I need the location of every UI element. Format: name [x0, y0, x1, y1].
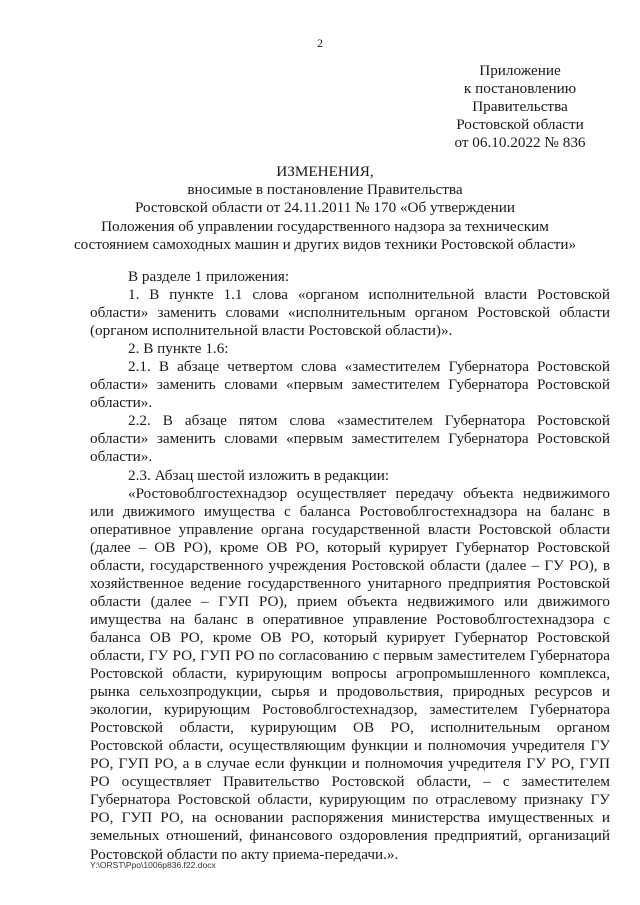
document-title: [60, 163, 590, 254]
paragraph-quoted-text: «Ростовоблгостехнадзор осуществляет передачу объекта недвижимого или движимого имущества с баланса Ростовоблгостехнадзора на баланс в оперативное управление органа государственной власти Ростовской области (далее – ОВ РО), кроме ОВ РО, который курирует Губернатор Ростовской области, государственного учреждения Ростовской области (далее – ГУ РО), в хозяйственное ведение государственного унитарного предприятия Ростовской области (далее – ГУП РО), прием объекта недвижимого или движимого имущества на баланс в оперативное управление Ростовоблгостехнадзора с баланса ОВ РО, кроме ОВ РО, который курирует Губернатор Ростовской области, ГУ РО, ГУП РО по согласованию с первым заместителем Губернатора Ростовской области, курирующим вопросы агропромышленного комплекса, рынка сельхозпродукции, сырья и продовольствия, природных ресурсов и экологии, курирующим Ростовоблгостехнадзор, заместителем Губернатора Ростовской области, курирующим ОВ РО, исполнительным органом Ростовской области, осуществляющим функции и полномочия учредителя ГУ РО, ГУП РО, а в случае если функции и полномочия учредителя ГУ РО, ГУП РО осуществляет Правительство Ростовской области, – с заместителем Губернатора Ростовской области, курирующим по отраслевому признаку ГУ РО, ГУП РО, на основании распоряжения министерства имущественных и земельных отношений, финансового оздоровления предприятий, организаций Ростовской области по акту приема-передачи.».: [90, 484, 610, 863]
appendix-line: к постановлению: [463, 80, 577, 97]
paragraph-item-1: 1. В пункте 1.1 слова «органом исполнительной власти Ростовской области» заменить словами «исполнительным органом Ростовской области (органом исполнительной власти Ростовской области)».: [90, 286, 610, 340]
appendix-line: Правительства: [472, 98, 568, 115]
paragraph-item-2-3: 2.3. Абзац шестой изложить в редакции:: [128, 466, 390, 484]
paragraph-intro: В разделе 1 приложения:: [128, 268, 290, 285]
title-heading: ИЗМЕНЕНИЯ,: [276, 163, 374, 180]
file-path-footer: Y:\ORST\Ppo\1006p836.f22.docx: [90, 860, 216, 870]
document-body: [90, 268, 610, 864]
appendix-line: от 06.10.2022 № 836: [454, 134, 586, 151]
title-line: состоянием самоходных машин и других видов техники Ростовской области»: [73, 235, 577, 253]
title-line: Ростовской области от 24.11.2011 № 170 «Об утверждении: [134, 199, 516, 217]
paragraph-item-2-1: 2.1. В абзаце четвертом слова «заместителем Губернатора Ростовской области» заменить словами «первым заместителем Губернатора Ростовской области».: [90, 358, 610, 412]
appendix-block: [420, 62, 620, 152]
title-line: вносимые в постановление Правительства: [187, 181, 463, 199]
appendix-line: Приложение: [479, 62, 561, 79]
page-number: 2: [317, 36, 323, 50]
title-line: Положения об управлении государственного надзора за техническим: [101, 217, 549, 235]
appendix-line: Ростовской области: [456, 116, 584, 133]
paragraph-item-2: 2. В пункте 1.6:: [128, 340, 229, 358]
paragraph-item-2-2: 2.2. В абзаце пятом слова «заместителем Губернатора Ростовской области» заменить словами «первым заместителем Губернатора Ростовской области».: [90, 412, 610, 466]
